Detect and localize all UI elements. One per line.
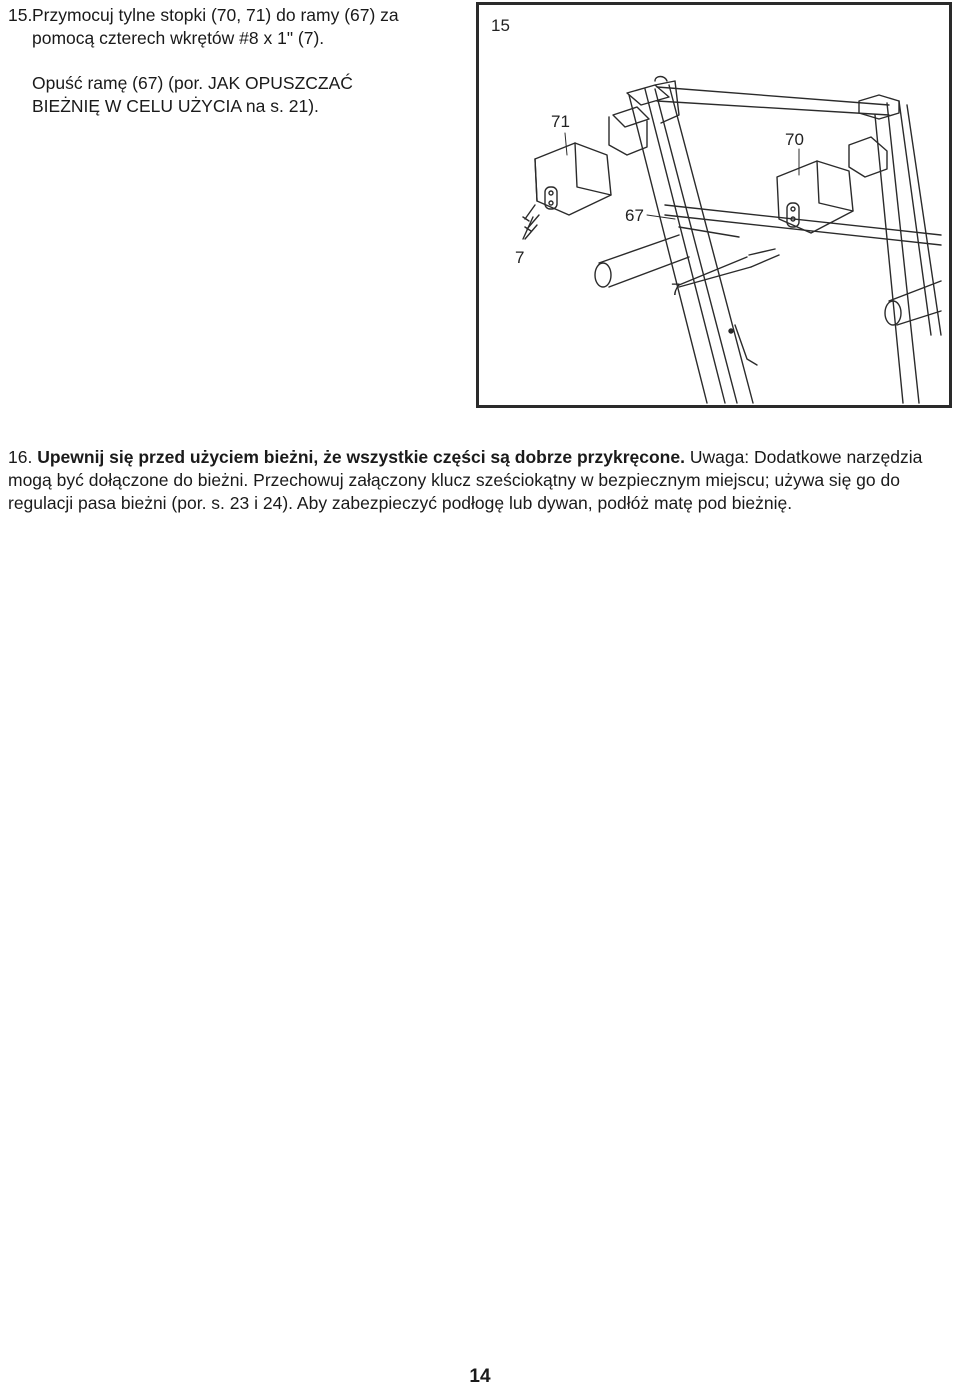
label-part-70: 70 (785, 130, 804, 149)
step-15-line-3: Opuść ramę (67) (por. JAK OPUSZCZAĆ (32, 73, 353, 93)
step-16-instructions (8, 446, 948, 515)
step-15-line-1: Przymocuj tylne stopki (70, 71) do ramy (67) za (32, 5, 399, 25)
step-15-line-2: pomocą czterech wkrętów #8 x 1" (7). (32, 28, 325, 48)
figure-step-number: 15 (491, 16, 510, 35)
step-15-number: 15. (8, 5, 33, 25)
label-part-71: 71 (551, 112, 570, 131)
step-16-bold-text: Upewnij się przed użyciem bieżni, że wszystkie części są dobrze przykręcone. (37, 447, 685, 467)
rear-foot-71 (535, 143, 611, 215)
label-part-7-left: 7 (515, 248, 525, 267)
screws-7 (523, 205, 779, 365)
left-bracket (609, 81, 679, 155)
step-15-line-4: BIEŻNIĘ W CELU UŻYCIA na s. 21). (32, 96, 319, 116)
label-part-67: 67 (625, 206, 644, 225)
label-part-7-right: 7 (671, 280, 681, 299)
page-number: 14 (469, 1366, 491, 1387)
assembly-drawing (479, 5, 949, 405)
step-16-text: Uwaga: Dodatkowe narzędzia mogą być dołączone do bieżni. Przechowuj załączony klucz sześciokątny w bezpiecznym miejscu; używa się go do regulacji pasa bieżni (por. s. 23 i 24). Aby zabezpieczyć podłogę lub dywan, podłóż matę pod bieżnię. (8, 447, 923, 513)
step-16-number: 16. (8, 447, 33, 467)
step-15-paragraph-2 (8, 72, 468, 118)
top-crossbar (655, 77, 899, 120)
step-15-instructions (8, 4, 468, 118)
assembly-figure (476, 2, 952, 408)
step-15-paragraph-1 (8, 4, 468, 50)
leader-lines (565, 133, 799, 219)
